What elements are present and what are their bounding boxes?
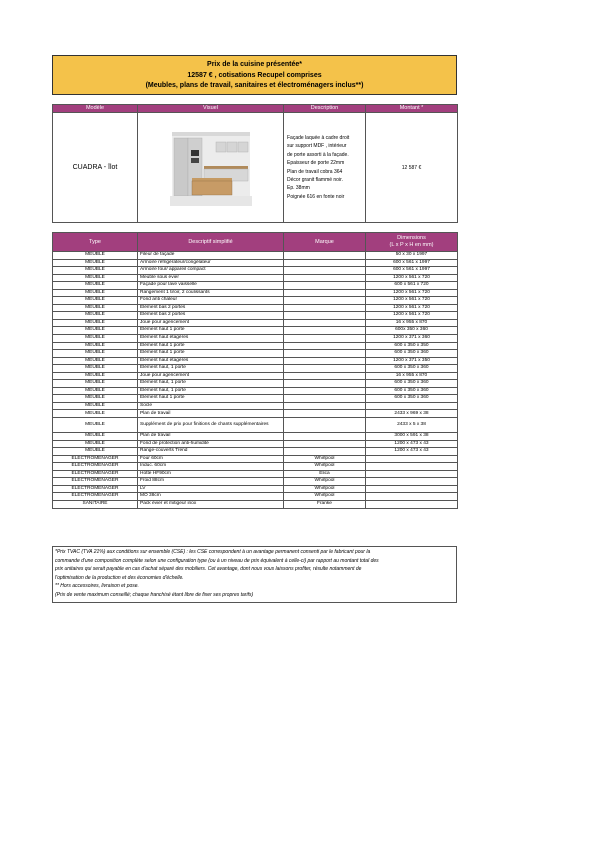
cell-description: LV [138,485,284,493]
cell-brand [284,267,366,275]
cell-brand [284,440,366,448]
cell-dimensions: 1200 x 561 x 720 [366,274,458,282]
cell-dimensions: 600 x 350 x 360 [366,395,458,403]
cell-brand: Franke [284,500,366,508]
cell-type: MEUBLE [53,448,138,456]
table-row [53,327,458,335]
cell-type: MEUBLE [53,267,138,275]
cell-type: MEUBLE [53,282,138,290]
header-brand: Marque [284,233,366,252]
footnote-line: commande d'une composition complète selon une configuration type (ou à un niveau de prix équivalent à celle-ci) par rapport au montant total des [55,557,379,564]
cell-type: MEUBLE [53,259,138,267]
cell-dimensions: 600 x 350 x 350 [366,342,458,350]
cell-brand: Whirlpool [284,478,366,486]
cell-dimensions [366,485,458,493]
table-row [53,455,458,463]
cell-description: Elément haut, 1 porte [138,380,284,388]
model-name: CUADRA - îlot [53,113,138,223]
cell-description: Elément haut, 1 porte [138,387,284,395]
cell-description: Froid 88cm [138,478,284,486]
table-row [53,267,458,275]
table-row [53,448,458,456]
desc-line: Ep. 38mm [287,185,310,192]
cell-brand [284,448,366,456]
desc-line: Plan de travail cobra 364 [287,168,343,175]
cell-dimensions: 600 x 350 x 360 [366,350,458,358]
cell-brand [284,289,366,297]
cell-dimensions: 1200 x 561 x 720 [366,289,458,297]
cell-dimensions: 600 x 561 x 1997 [366,259,458,267]
cell-description: Armoire réfrigérateur/congélateur [138,259,284,267]
cell-type: MEUBLE [53,395,138,403]
cell-description: Range-couverts Trend [138,448,284,456]
kitchen-image [138,113,284,223]
table-row [53,304,458,312]
cell-brand: Whirlpool [284,455,366,463]
cell-brand [284,304,366,312]
table-row [53,418,458,433]
desc-line: de porte assorti à la façade. [287,151,349,158]
cell-description: Elément haut étagères [138,357,284,365]
desc-line: Epaisseur de porte 22mm [287,160,345,167]
model-table [52,104,458,223]
cell-dimensions: 600 x 350 x 360 [366,387,458,395]
cell-type: MEUBLE [53,433,138,441]
cell-type: ELECTROMENAGER [53,455,138,463]
cell-brand [284,342,366,350]
cell-type: MEUBLE [53,319,138,327]
model-price: 12 587 € [366,113,458,223]
cell-description: Elément haut 1 porte [138,342,284,350]
cell-type: ELECTROMENAGER [53,470,138,478]
cell-brand [284,372,366,380]
cell-dimensions: 1200 x 561 x 720 [366,312,458,320]
cell-description: Joue pour agencement [138,372,284,380]
cell-dimensions: 2433 x 969 x 38 [366,410,458,418]
cell-description: Four 60cm [138,455,284,463]
cell-brand [284,410,366,418]
items-body [53,252,458,509]
desc-line: sur support MDF , intérieur [287,143,347,150]
table-row [53,252,458,260]
footnote-line: ** Hors accessoires, livraison et pose. [55,583,139,589]
table-row [53,312,458,320]
cell-type: MEUBLE [53,252,138,260]
table-row [53,365,458,373]
cell-brand: Whirlpool [284,493,366,501]
table-row [53,493,458,501]
price-title: Prix de la cuisine présentée* [207,61,302,68]
price-amount: 12587 € , cotisations Recupel comprises [187,71,322,79]
cell-dimensions: 1200 x 561 x 720 [366,297,458,305]
cell-type: MEUBLE [53,274,138,282]
cell-type: MEUBLE [53,410,138,418]
footnote-line: *Prix TVAC (TVA 21%) aux conditions sur ensemble (CSE) : les CSE correspondent à un avantage permanent consenti par le fabricant pour la [55,549,371,555]
cell-brand [284,259,366,267]
header-dimensions-title: Dimensions [397,235,426,241]
cell-description: Fond anti chaleur [138,297,284,305]
cell-type: MEUBLE [53,380,138,388]
desc-line: Décor granit flammé noir. [287,176,343,183]
cell-description: Elément haut 1 porte [138,395,284,403]
cell-dimensions: 50 x 30 x 1997 [366,252,458,260]
cell-dimensions: 1200 x 473 x 43 [366,448,458,456]
cell-type: ELECTROMENAGER [53,463,138,471]
cell-dimensions: 16 x 955 x 870 [366,319,458,327]
header-desc: Descriptif simplifié [138,233,284,252]
table-row [53,372,458,380]
cell-dimensions [366,455,458,463]
cell-description: Elément bas 2 portes [138,312,284,320]
cell-description: Elément haut, 1 porte [138,365,284,373]
cell-dimensions: 1200 x 561 x 720 [366,304,458,312]
cell-brand [284,350,366,358]
table-row [53,350,458,358]
table-row [53,485,458,493]
cell-type: ELECTROMENAGER [53,493,138,501]
cell-description: Plan de travail [138,433,284,441]
cell-brand [284,274,366,282]
table-row [53,380,458,388]
cell-type: MEUBLE [53,342,138,350]
cell-description: Hotte HF90cm [138,470,284,478]
cell-brand [284,357,366,365]
cell-type: MEUBLE [53,304,138,312]
table-row [53,387,458,395]
cell-description: Socle [138,402,284,410]
cell-dimensions [366,470,458,478]
table-row [53,410,458,418]
cell-brand: Elica [284,470,366,478]
cell-dimensions: 600 x 350 x 360 [366,365,458,373]
cell-type: MEUBLE [53,372,138,380]
table-row [53,289,458,297]
cell-description: Meuble sous évier [138,274,284,282]
cell-description: Elément haut 1 porte [138,350,284,358]
cell-description: Fond de protection anti-humidité [138,440,284,448]
table-row [53,342,458,350]
table-row [53,433,458,441]
header-type: Type [53,233,138,252]
cell-brand [284,335,366,343]
cell-dimensions: 1200 x 371 x 350 [366,357,458,365]
cell-brand [284,297,366,305]
cell-description: MO 38cm [138,493,284,501]
cell-type: SANITAIRE [53,500,138,508]
cell-dimensions: 1200 x 371 x 360 [366,335,458,343]
cell-description: Joue pour agencement [138,319,284,327]
header-model: Modèle [53,105,138,113]
cell-brand [284,402,366,410]
cell-description: Pack évier et mitigeur inox [138,500,284,508]
cell-description: Elément bas 2 portes [138,304,284,312]
cell-brand: Whirlpool [284,463,366,471]
table-row [53,297,458,305]
table-row [53,395,458,403]
cell-brand [284,418,366,433]
cell-dimensions [366,402,458,410]
cell-description: Supplément de prix pour finitions de chants supplémentaires [138,418,284,433]
cell-dimensions: 600 x 350 x 360 [366,380,458,388]
table-row [53,274,458,282]
cell-description: Elément haut 1 porte [138,327,284,335]
cell-brand: Whirlpool [284,485,366,493]
cell-type: ELECTROMENAGER [53,478,138,486]
cell-brand [284,312,366,320]
cell-dimensions [366,478,458,486]
table-row [53,259,458,267]
table-row [53,319,458,327]
cell-brand [284,380,366,388]
cell-brand [284,327,366,335]
cell-type: MEUBLE [53,312,138,320]
cell-type: MEUBLE [53,365,138,373]
header-description: Description [284,105,366,113]
cell-description: Plan de travail [138,410,284,418]
cell-dimensions: 16 x 955 x 870 [366,372,458,380]
cell-dimensions: 1200 x 473 x 43 [366,440,458,448]
table-row [53,470,458,478]
cell-description: Rangement 1 tiroir, 2 coulissants [138,289,284,297]
footnote [52,546,457,603]
cell-description: Fileur de façade [138,252,284,260]
cell-dimensions: 3000 x 591 x 38 [366,433,458,441]
cell-type: MEUBLE [53,335,138,343]
cell-dimensions: 600 x 561 x 1997 [366,267,458,275]
header-visual: Visuel [138,105,284,113]
header-dimensions-unit: (L x P x H en mm) [389,242,434,248]
cell-brand [284,282,366,290]
table-row [53,402,458,410]
cell-description: Armoire four/ appareil compact [138,267,284,275]
cell-dimensions [366,500,458,508]
table-row [53,357,458,365]
cell-brand [284,395,366,403]
footnote-line: l'optimisation de la production et des économies d'échelle. [55,574,184,581]
cell-type: MEUBLE [53,387,138,395]
cell-dimensions: 2433 x 5 x 38 [366,418,458,433]
kitchen-render-image [170,130,252,206]
table-row [53,282,458,290]
cell-description: Induc. 60cm [138,463,284,471]
cell-dimensions [366,463,458,471]
desc-line: Façade laquée à cadre droit [287,134,350,141]
cell-brand [284,387,366,395]
header-dimensions [366,233,458,252]
footnote-line: prix unitaires qui serait payable en cas d'achat séparé des mobiliers. Cet avantage, dont nous vous laissons profiter, résulte notamment de [55,566,362,572]
desc-line: Poignée 616 en fonte noir [287,193,345,200]
cell-type: MEUBLE [53,418,138,433]
table-row [53,440,458,448]
price-summary-box [52,55,457,95]
cell-type: ELECTROMENAGER [53,485,138,493]
cell-description: Façade pour lave vaisselle [138,282,284,290]
price-inclusions: (Meubles, plans de travail, sanitaires et électroménagers inclus**) [145,82,364,89]
table-row [53,478,458,486]
cell-type: MEUBLE [53,402,138,410]
cell-type: MEUBLE [53,357,138,365]
cell-brand [284,365,366,373]
model-description [284,113,366,223]
cell-type: MEUBLE [53,289,138,297]
cell-description: Elément haut étagères [138,335,284,343]
table-row [53,335,458,343]
cell-type: MEUBLE [53,327,138,335]
table-row [53,463,458,471]
cell-type: MEUBLE [53,440,138,448]
items-table [52,232,458,509]
cell-brand [284,319,366,327]
cell-dimensions: 600 x 561 x 720 [366,282,458,290]
cell-brand [284,433,366,441]
cell-type: MEUBLE [53,297,138,305]
cell-dimensions [366,493,458,501]
cell-type: MEUBLE [53,350,138,358]
cell-dimensions: 600x 350 x 360 [366,327,458,335]
footnote-line: (Prix de vente maximum conseillé; chaque franchisé étant libre de fixer ses propres tarifs) [55,591,254,598]
cell-brand [284,252,366,260]
table-row [53,500,458,508]
header-amount: Montant * [366,105,458,113]
